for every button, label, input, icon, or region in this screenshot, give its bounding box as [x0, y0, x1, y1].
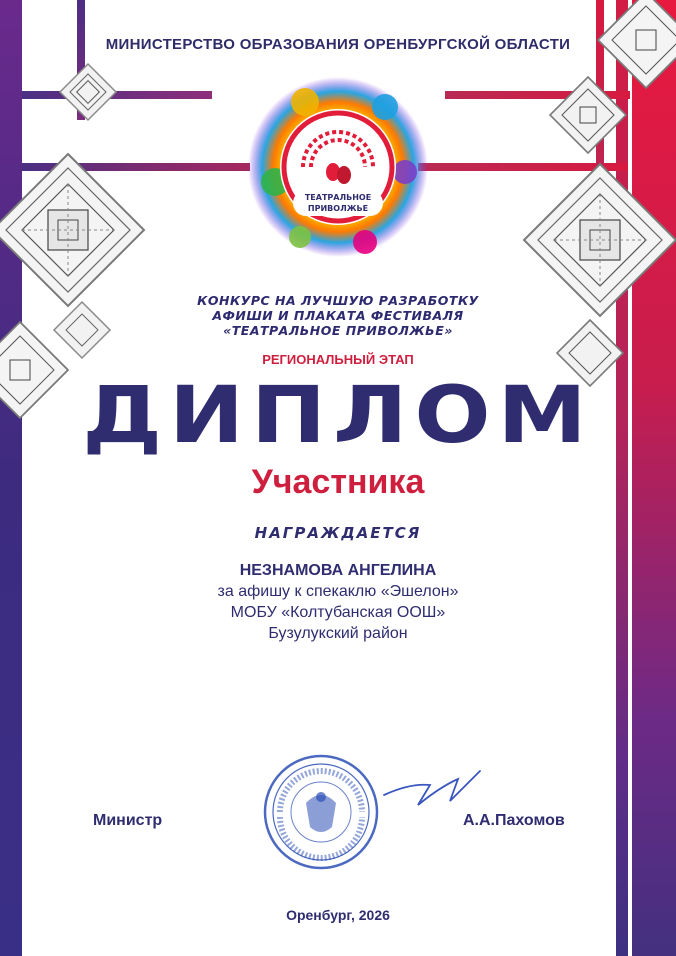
- ornament-right-upper: [548, 75, 628, 155]
- recipient-school: МОБУ «Колтубанская ООШ»: [230, 604, 446, 621]
- logo-line2: ПРИВОЛЖЬЕ: [307, 204, 369, 213]
- contest-description: [0, 293, 676, 338]
- contest-line-2: АФИШИ И ПЛАКАТА ФЕСТИВАЛЯ: [212, 308, 464, 323]
- ornament-left-large: [0, 150, 148, 310]
- contest-line-1: КОНКУРС НА ЛУЧШУЮ РАЗРАБОТКУ: [197, 293, 479, 308]
- signature-position: Министр: [93, 812, 163, 829]
- awarded-label: НАГРАЖДАЕТСЯ: [254, 524, 422, 542]
- recipient-reason: за афишу к спекаклю «Эшелон»: [217, 583, 459, 600]
- city-year: Оренбург, 2026: [286, 907, 390, 923]
- signature-name: А.А.Пахомов: [463, 812, 565, 829]
- stage-label: РЕГИОНАЛЬНЫЙ ЭТАП: [262, 352, 414, 367]
- recipient-name: НЕЗНАМОВА АНГЕЛИНА: [239, 562, 437, 579]
- ministry-name: МИНИСТЕРСТВО ОБРАЗОВАНИЯ ОРЕНБУРГСКОЙ ОБЛАСТИ: [105, 36, 571, 53]
- ornament-left-small: [58, 62, 118, 122]
- diploma-subtitle: Участника: [251, 463, 425, 501]
- festival-logo: [245, 72, 431, 262]
- official-stamp: [262, 753, 380, 871]
- contest-line-3: «ТЕАТРАЛЬНОЕ ПРИВОЛЖЬЕ»: [223, 323, 453, 338]
- diploma-title: ДИПЛОМ: [82, 371, 594, 461]
- logo-line1: ТЕАТРАЛЬНОЕ: [304, 193, 372, 202]
- minister-signature: [380, 765, 490, 815]
- recipient-district: Бузулукский район: [268, 625, 408, 642]
